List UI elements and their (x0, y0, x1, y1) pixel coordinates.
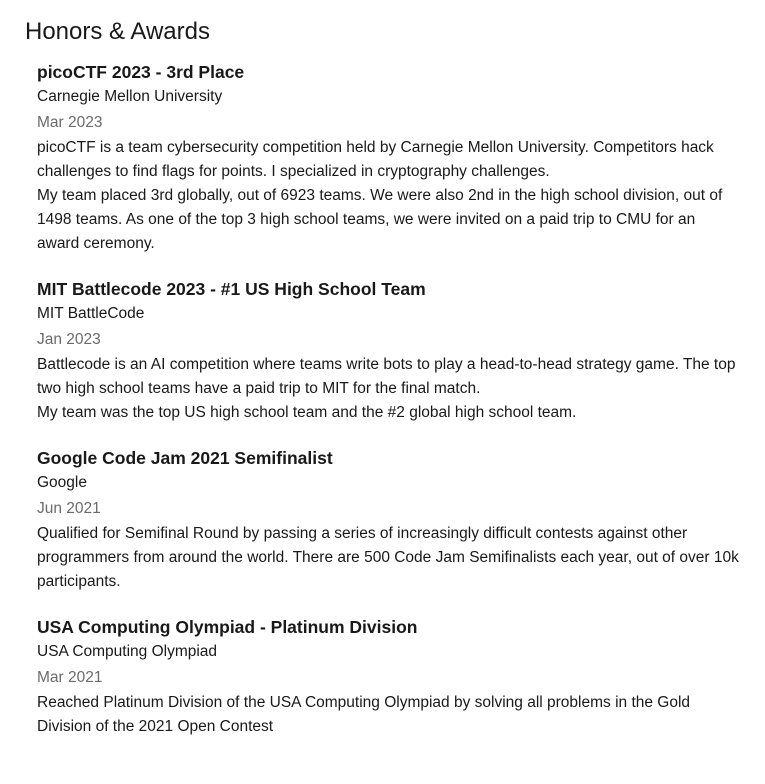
award-date: Mar 2023 (37, 114, 103, 131)
award-description-paragraph: Reached Platinum Division of the USA Computing Olympiad by solving all problems in the Gold Division of the 2021 Open Contest (37, 694, 691, 735)
award-title[interactable]: Google Code Jam 2021 Semifinalist (37, 448, 333, 468)
award-issuer: Google (37, 474, 87, 491)
award-description (37, 353, 739, 425)
award-item (37, 615, 741, 739)
award-title[interactable]: picoCTF 2023 - 3rd Place (37, 62, 245, 82)
award-description-paragraph: My team was the top US high school team and the #2 global high school team. (37, 404, 577, 421)
award-description (37, 691, 739, 739)
award-description (37, 136, 739, 256)
award-item (37, 446, 741, 594)
award-issuer: Carnegie Mellon University (37, 88, 223, 105)
award-issuer: USA Computing Olympiad (37, 643, 218, 660)
award-issuer: MIT BattleCode (37, 305, 145, 322)
award-item (37, 60, 741, 256)
section-title: Honors & Awards (25, 18, 210, 45)
award-description-paragraph: Battlecode is an AI competition where teams write bots to play a head-to-head strategy game. The top two high school teams have a paid trip to MIT for the final match. (37, 356, 736, 397)
award-description-paragraph: Qualified for Semifinal Round by passing a series of increasingly difficult contests against other programmers from around the world. There are 500 Code Jam Semifinalists each year, out of over 10k participants. (37, 525, 739, 590)
award-title[interactable]: USA Computing Olympiad - Platinum Division (37, 617, 418, 637)
award-title[interactable]: MIT Battlecode 2023 - #1 US High School Team (37, 279, 426, 299)
award-item (37, 277, 741, 425)
award-description-paragraph: My team placed 3rd globally, out of 6923 teams. We were also 2nd in the high school division, out of 1498 teams. As one of the top 3 high school teams, we were invited on a paid trip to CMU for an award ceremony. (37, 187, 723, 252)
award-date: Mar 2021 (37, 669, 103, 686)
award-description-paragraph: picoCTF is a team cybersecurity competition held by Carnegie Mellon University. Competitors hack challenges to find flags for points. I specialized in cryptography challenges. (37, 139, 714, 180)
award-date: Jun 2021 (37, 500, 101, 517)
award-description (37, 522, 739, 594)
award-list (25, 60, 741, 739)
award-date: Jan 2023 (37, 331, 101, 348)
